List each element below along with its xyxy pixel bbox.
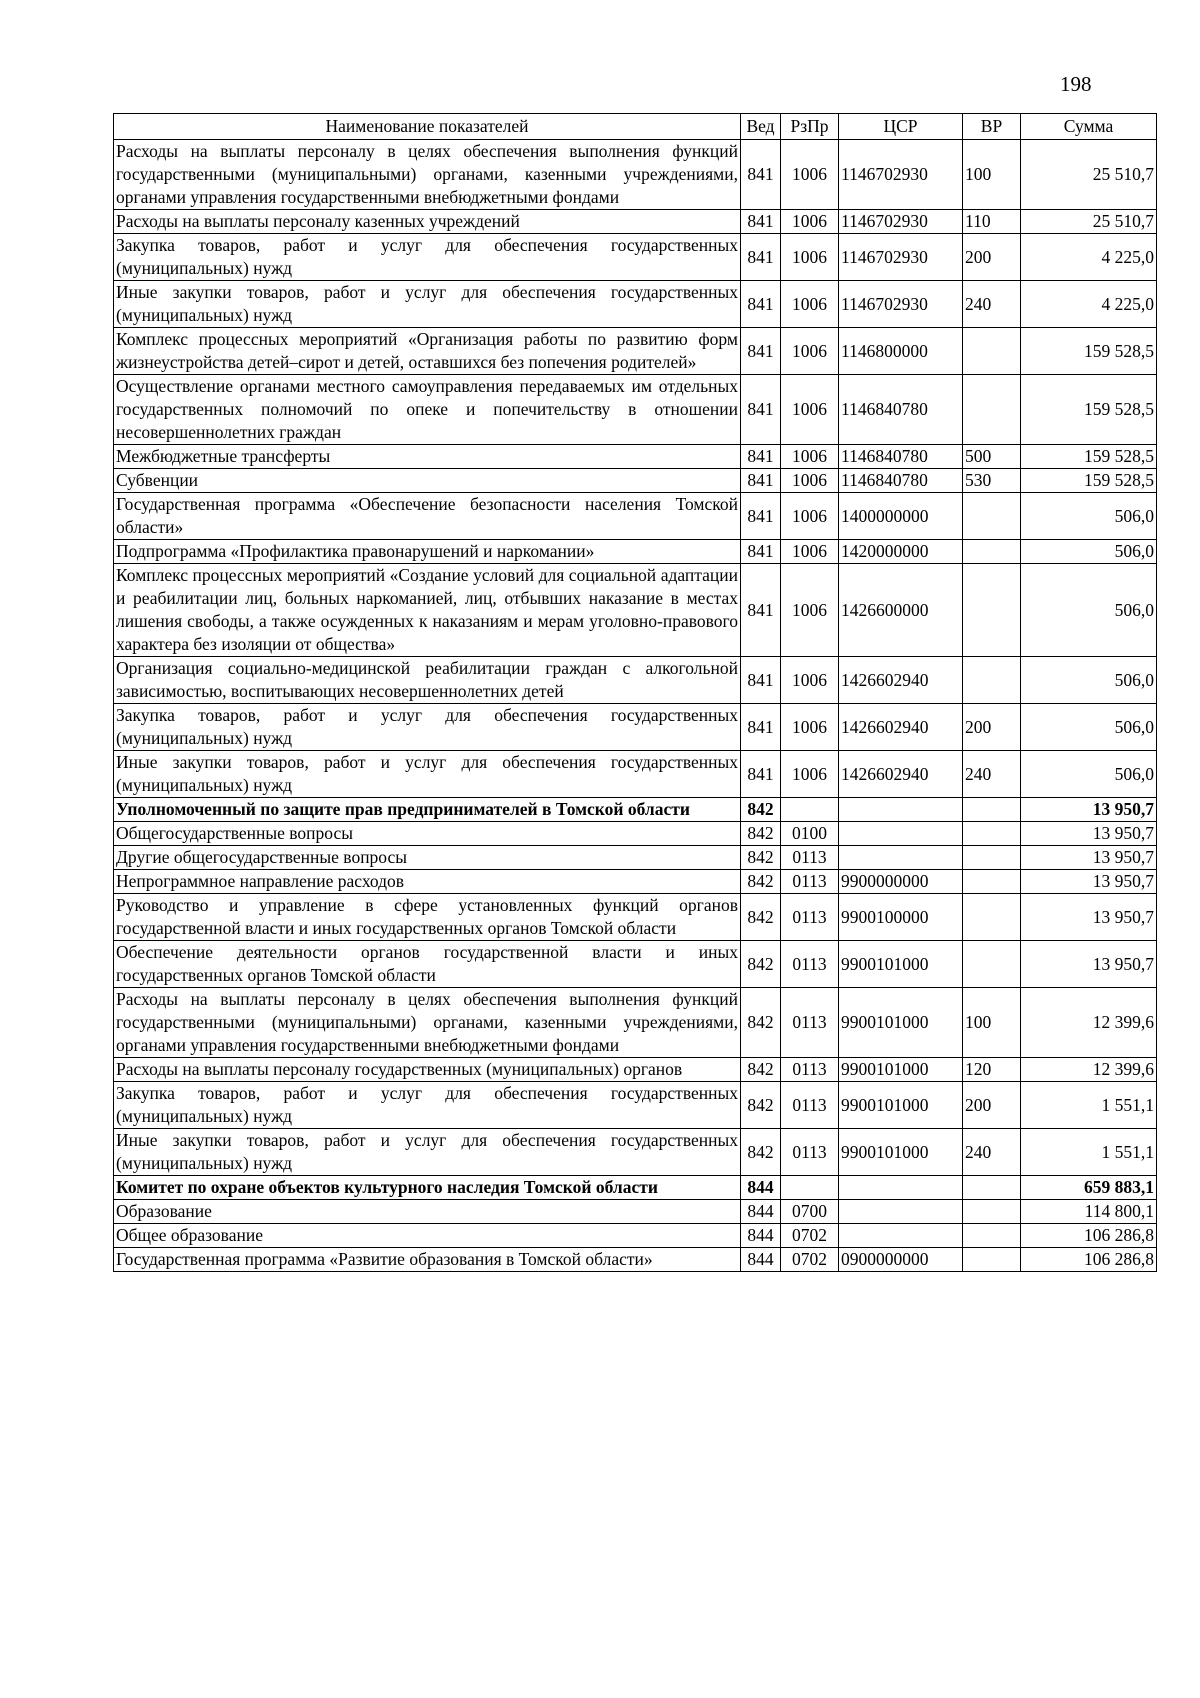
table-row	[114, 445, 1157, 469]
cell-vr: 200	[963, 234, 1021, 281]
table-row	[114, 751, 1157, 798]
cell-ved: 842	[741, 1082, 781, 1129]
cell-name: Расходы на выплаты персоналу в целях обеспечения выполнения функций государственными (муниципальными) органами, казенными учреждениями, органами управления государственными внебюджетными фондами	[114, 140, 741, 210]
cell-sum: 4 225,0	[1021, 281, 1157, 328]
cell-sum: 506,0	[1021, 704, 1157, 751]
cell-ved: 841	[741, 704, 781, 751]
cell-rzpr: 1006	[781, 469, 839, 493]
cell-rzpr: 1006	[781, 564, 839, 657]
cell-vr: 100	[963, 988, 1021, 1058]
cell-csr: 1146702930	[839, 281, 963, 328]
cell-sum: 4 225,0	[1021, 234, 1157, 281]
cell-ved: 842	[741, 941, 781, 988]
cell-name: Расходы на выплаты персоналу в целях обеспечения выполнения функций государственными (муниципальными) органами, казенными учреждениями, органами управления государственными внебюджетными фондами	[114, 988, 741, 1058]
column-header-ved: Вед	[741, 114, 781, 140]
cell-name: Общегосударственные вопросы	[114, 822, 741, 846]
cell-ved: 842	[741, 798, 781, 822]
cell-vr: 200	[963, 1082, 1021, 1129]
cell-ved: 841	[741, 281, 781, 328]
cell-vr	[963, 798, 1021, 822]
cell-sum: 506,0	[1021, 564, 1157, 657]
cell-name: Государственная программа «Развитие образования в Томской области»	[114, 1248, 741, 1272]
cell-csr	[839, 1200, 963, 1224]
cell-rzpr: 0700	[781, 1200, 839, 1224]
cell-name: Обеспечение деятельности органов государственной власти и иных государственных органов Томской области	[114, 941, 741, 988]
table-row	[114, 657, 1157, 704]
cell-vr	[963, 894, 1021, 941]
cell-rzpr: 0113	[781, 988, 839, 1058]
cell-vr	[963, 493, 1021, 540]
cell-csr: 1146702930	[839, 210, 963, 234]
cell-rzpr: 1006	[781, 210, 839, 234]
cell-csr: 1146702930	[839, 140, 963, 210]
cell-rzpr: 1006	[781, 328, 839, 375]
cell-vr	[963, 1224, 1021, 1248]
cell-vr	[963, 822, 1021, 846]
cell-csr: 9900101000	[839, 1082, 963, 1129]
table-row	[114, 1176, 1157, 1200]
cell-vr	[963, 375, 1021, 445]
cell-csr: 1146840780	[839, 469, 963, 493]
cell-csr: 1146840780	[839, 445, 963, 469]
cell-csr	[839, 1176, 963, 1200]
cell-ved: 844	[741, 1248, 781, 1272]
cell-sum: 13 950,7	[1021, 894, 1157, 941]
cell-vr: 100	[963, 140, 1021, 210]
cell-csr	[839, 1224, 963, 1248]
cell-vr: 240	[963, 281, 1021, 328]
cell-name: Общее образование	[114, 1224, 741, 1248]
cell-rzpr: 1006	[781, 445, 839, 469]
cell-vr	[963, 846, 1021, 870]
cell-csr: 9900000000	[839, 870, 963, 894]
cell-csr: 9900101000	[839, 941, 963, 988]
cell-vr: 200	[963, 704, 1021, 751]
cell-vr	[963, 564, 1021, 657]
cell-sum: 159 528,5	[1021, 328, 1157, 375]
cell-csr: 1420000000	[839, 540, 963, 564]
cell-csr: 9900100000	[839, 894, 963, 941]
cell-ved: 842	[741, 870, 781, 894]
cell-rzpr: 1006	[781, 281, 839, 328]
cell-sum: 13 950,7	[1021, 941, 1157, 988]
table-row	[114, 988, 1157, 1058]
cell-vr: 110	[963, 210, 1021, 234]
cell-vr	[963, 941, 1021, 988]
cell-csr: 1426602940	[839, 751, 963, 798]
page-number: 198	[1060, 72, 1092, 96]
cell-csr	[839, 798, 963, 822]
cell-name: Закупка товаров, работ и услуг для обеспечения государственных (муниципальных) нужд	[114, 1082, 741, 1129]
cell-csr: 9900101000	[839, 988, 963, 1058]
cell-name: Закупка товаров, работ и услуг для обеспечения государственных (муниципальных) нужд	[114, 234, 741, 281]
cell-ved: 841	[741, 493, 781, 540]
cell-rzpr: 1006	[781, 657, 839, 704]
cell-rzpr: 1006	[781, 540, 839, 564]
cell-rzpr: 0113	[781, 941, 839, 988]
cell-rzpr: 1006	[781, 704, 839, 751]
cell-name: Подпрограмма «Профилактика правонарушений и наркомании»	[114, 540, 741, 564]
column-header-csr: ЦСР	[839, 114, 963, 140]
column-header-rzpr: РзПр	[781, 114, 839, 140]
cell-sum: 25 510,7	[1021, 210, 1157, 234]
table-row	[114, 375, 1157, 445]
budget-table	[113, 113, 1157, 1272]
cell-rzpr: 0100	[781, 822, 839, 846]
cell-rzpr: 1006	[781, 234, 839, 281]
table-row	[114, 1248, 1157, 1272]
table-row	[114, 704, 1157, 751]
cell-sum: 12 399,6	[1021, 988, 1157, 1058]
cell-name: Уполномоченный по защите прав предпринимателей в Томской области	[114, 798, 741, 822]
cell-vr	[963, 870, 1021, 894]
cell-name: Руководство и управление в сфере установленных функций органов государственной власти и иных государственных органов Томской области	[114, 894, 741, 941]
cell-sum: 659 883,1	[1021, 1176, 1157, 1200]
cell-vr	[963, 657, 1021, 704]
cell-ved: 842	[741, 846, 781, 870]
cell-rzpr: 0113	[781, 894, 839, 941]
cell-rzpr: 1006	[781, 751, 839, 798]
table-row	[114, 941, 1157, 988]
cell-name: Комплекс процессных мероприятий «Создание условий для социальной адаптации и реабилитации лиц, больных наркоманией, лиц, отбывших наказание в местах лишения свободы, а также осужденных к наказаниям и мерам уголовно-правового характера без изоляции от общества»	[114, 564, 741, 657]
cell-ved: 844	[741, 1176, 781, 1200]
cell-rzpr: 1006	[781, 493, 839, 540]
table-row	[114, 1224, 1157, 1248]
table-row	[114, 564, 1157, 657]
table-row	[114, 1082, 1157, 1129]
cell-sum: 12 399,6	[1021, 1058, 1157, 1082]
column-header-vr: ВР	[963, 114, 1021, 140]
cell-ved: 842	[741, 822, 781, 846]
cell-ved: 841	[741, 564, 781, 657]
cell-csr: 1146800000	[839, 328, 963, 375]
cell-name: Иные закупки товаров, работ и услуг для обеспечения государственных (муниципальных) нужд	[114, 281, 741, 328]
table-row	[114, 1129, 1157, 1176]
cell-sum: 159 528,5	[1021, 445, 1157, 469]
cell-name: Расходы на выплаты персоналу государственных (муниципальных) органов	[114, 1058, 741, 1082]
cell-ved: 842	[741, 988, 781, 1058]
cell-sum: 506,0	[1021, 540, 1157, 564]
table-row	[114, 469, 1157, 493]
cell-ved: 841	[741, 328, 781, 375]
cell-ved: 841	[741, 210, 781, 234]
table-row	[114, 140, 1157, 210]
cell-vr: 500	[963, 445, 1021, 469]
cell-vr	[963, 1176, 1021, 1200]
cell-sum: 13 950,7	[1021, 822, 1157, 846]
table-row	[114, 493, 1157, 540]
cell-sum: 506,0	[1021, 751, 1157, 798]
table-row	[114, 1200, 1157, 1224]
cell-sum: 13 950,7	[1021, 798, 1157, 822]
table-row	[114, 894, 1157, 941]
cell-sum: 506,0	[1021, 657, 1157, 704]
cell-rzpr: 0113	[781, 846, 839, 870]
cell-rzpr: 1006	[781, 140, 839, 210]
cell-name: Субвенции	[114, 469, 741, 493]
cell-ved: 841	[741, 140, 781, 210]
table-row	[114, 798, 1157, 822]
cell-rzpr: 1006	[781, 375, 839, 445]
cell-ved: 841	[741, 657, 781, 704]
column-header-sum: Сумма	[1021, 114, 1157, 140]
cell-name: Комитет по охране объектов культурного наследия Томской области	[114, 1176, 741, 1200]
cell-vr: 530	[963, 469, 1021, 493]
cell-name: Комплекс процессных мероприятий «Организация работы по развитию форм жизнеустройства детей–сирот и детей, оставшихся без попечения родителей»	[114, 328, 741, 375]
table-row	[114, 234, 1157, 281]
cell-rzpr	[781, 1176, 839, 1200]
cell-csr: 9900101000	[839, 1129, 963, 1176]
cell-name: Осуществление органами местного самоуправления передаваемых им отдельных государственных полномочий по опеке и попечительству в отношении несовершеннолетних граждан	[114, 375, 741, 445]
cell-sum: 106 286,8	[1021, 1224, 1157, 1248]
cell-ved: 841	[741, 540, 781, 564]
cell-sum: 506,0	[1021, 493, 1157, 540]
cell-ved: 841	[741, 751, 781, 798]
cell-name: Иные закупки товаров, работ и услуг для обеспечения государственных (муниципальных) нужд	[114, 1129, 741, 1176]
table-row	[114, 210, 1157, 234]
cell-sum: 1 551,1	[1021, 1082, 1157, 1129]
cell-ved: 844	[741, 1200, 781, 1224]
table-row	[114, 1058, 1157, 1082]
cell-ved: 842	[741, 1129, 781, 1176]
cell-rzpr: 0702	[781, 1248, 839, 1272]
cell-rzpr: 0113	[781, 1082, 839, 1129]
cell-csr: 1426602940	[839, 657, 963, 704]
cell-sum: 114 800,1	[1021, 1200, 1157, 1224]
table-row	[114, 540, 1157, 564]
table-header-row	[114, 114, 1157, 140]
cell-sum: 13 950,7	[1021, 870, 1157, 894]
cell-rzpr: 0113	[781, 870, 839, 894]
cell-ved: 842	[741, 1058, 781, 1082]
cell-sum: 13 950,7	[1021, 846, 1157, 870]
cell-sum: 159 528,5	[1021, 469, 1157, 493]
cell-ved: 844	[741, 1224, 781, 1248]
cell-ved: 842	[741, 894, 781, 941]
cell-name: Иные закупки товаров, работ и услуг для обеспечения государственных (муниципальных) нужд	[114, 751, 741, 798]
cell-vr	[963, 328, 1021, 375]
cell-name: Образование	[114, 1200, 741, 1224]
cell-name: Другие общегосударственные вопросы	[114, 846, 741, 870]
cell-ved: 841	[741, 469, 781, 493]
cell-name: Закупка товаров, работ и услуг для обеспечения государственных (муниципальных) нужд	[114, 704, 741, 751]
cell-name: Организация социально-медицинской реабилитации граждан с алкогольной зависимостью, воспитывающих несовершеннолетних детей	[114, 657, 741, 704]
cell-vr	[963, 1248, 1021, 1272]
cell-csr: 1426600000	[839, 564, 963, 657]
table-row	[114, 281, 1157, 328]
table-row	[114, 870, 1157, 894]
table-row	[114, 328, 1157, 375]
cell-csr: 0900000000	[839, 1248, 963, 1272]
cell-name: Государственная программа «Обеспечение безопасности населения Томской области»	[114, 493, 741, 540]
table-body	[114, 140, 1157, 1272]
cell-csr: 1146702930	[839, 234, 963, 281]
table-row	[114, 846, 1157, 870]
cell-csr	[839, 822, 963, 846]
cell-vr	[963, 540, 1021, 564]
cell-csr: 1400000000	[839, 493, 963, 540]
cell-rzpr: 0113	[781, 1058, 839, 1082]
cell-ved: 841	[741, 234, 781, 281]
cell-name: Непрограммное направление расходов	[114, 870, 741, 894]
cell-vr: 240	[963, 1129, 1021, 1176]
cell-ved: 841	[741, 445, 781, 469]
cell-csr: 1146840780	[839, 375, 963, 445]
cell-ved: 841	[741, 375, 781, 445]
cell-csr: 9900101000	[839, 1058, 963, 1082]
cell-sum: 106 286,8	[1021, 1248, 1157, 1272]
cell-sum: 25 510,7	[1021, 140, 1157, 210]
cell-name: Расходы на выплаты персоналу казенных учреждений	[114, 210, 741, 234]
cell-csr: 1426602940	[839, 704, 963, 751]
cell-vr: 120	[963, 1058, 1021, 1082]
cell-name: Межбюджетные трансферты	[114, 445, 741, 469]
cell-csr	[839, 846, 963, 870]
cell-rzpr: 0113	[781, 1129, 839, 1176]
cell-sum: 159 528,5	[1021, 375, 1157, 445]
cell-sum: 1 551,1	[1021, 1129, 1157, 1176]
cell-vr: 240	[963, 751, 1021, 798]
table-row	[114, 822, 1157, 846]
cell-rzpr	[781, 798, 839, 822]
cell-vr	[963, 1200, 1021, 1224]
column-header-name: Наименование показателей	[114, 114, 741, 140]
cell-rzpr: 0702	[781, 1224, 839, 1248]
